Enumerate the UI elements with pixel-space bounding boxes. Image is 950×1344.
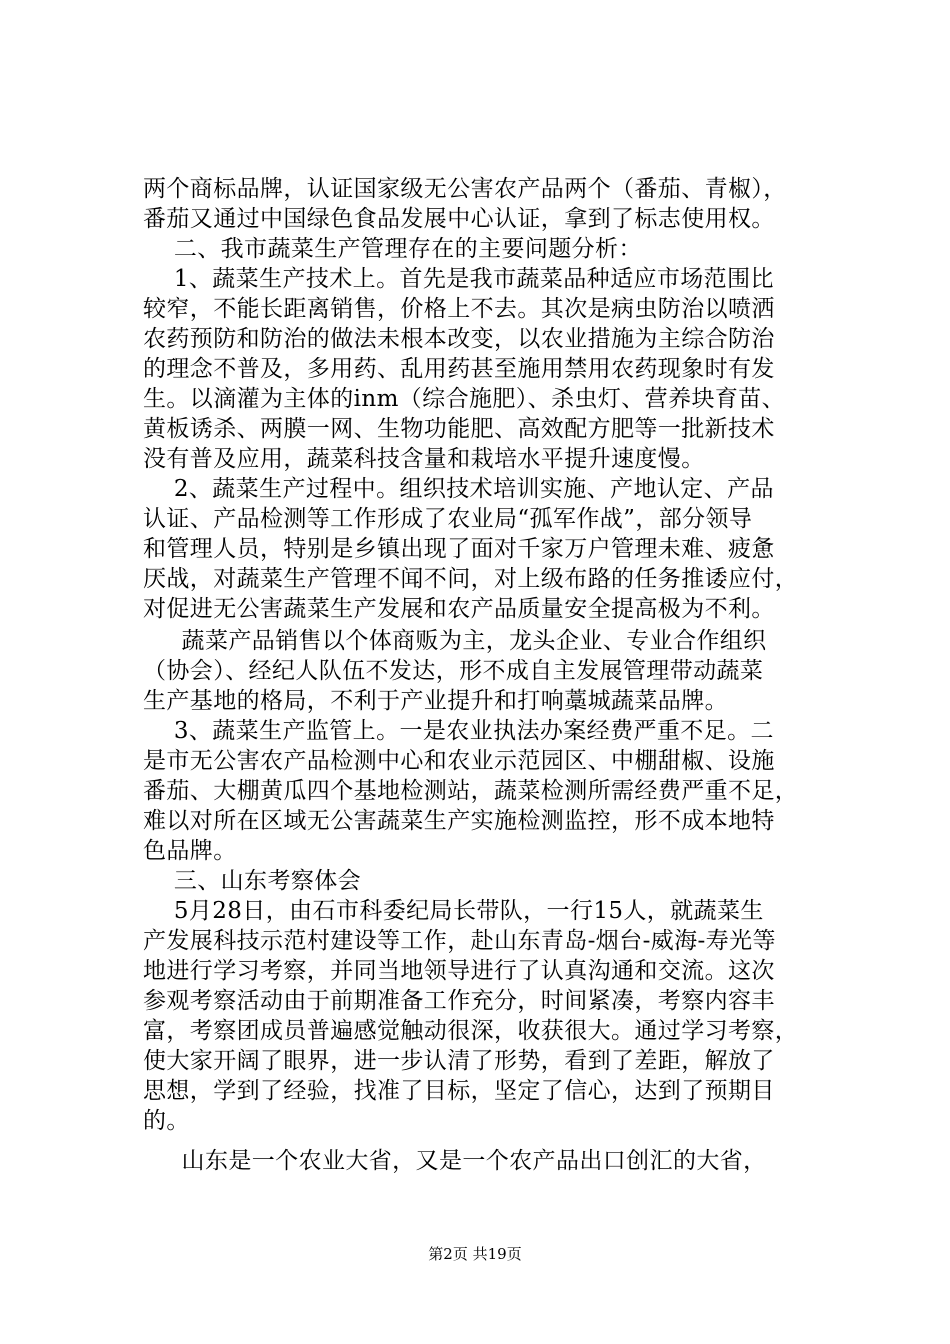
text-line: 的理念不普及，多用药、乱用药甚至施用禁用农药现象时有发 [143, 356, 775, 382]
text-line: 使大家开阔了眼界，进一步认清了形势，看到了差距，解放了 [143, 1048, 775, 1074]
text-line: 参观考察活动由于前期准备工作充分，时间紧凑，考察内容丰 [143, 988, 775, 1014]
text-line: （协会）、经纪人队伍不发达，形不成自主发展管理带动蔬菜 [143, 658, 764, 684]
text-line: 富，考察团成员普遍感觉触动很深，收获很大。通过学习考察， [143, 1018, 799, 1044]
text-line: 生产基地的格局，不利于产业提升和打响藁城蔬菜品牌。 [143, 688, 728, 714]
text-line: 番茄、大棚黄瓜四个基地检测站，蔬菜检测所需经费严重不足， [143, 778, 799, 804]
text-line: 是市无公害农产品检测中心和农业示范园区、中棚甜椒、设施 [143, 748, 775, 774]
text-line: 农药预防和防治的做法未根本改变，以农业措施为主综合防治 [143, 326, 775, 352]
text-line: 厌战，对蔬菜生产管理不闻不问，对上级布路的任务推诿应付， [143, 566, 799, 592]
text-line: 没有普及应用，蔬菜科技含量和栽培水平提升速度慢。 [143, 446, 705, 472]
text-line: 2、蔬菜生产过程中。组织技术培训实施、产地认定、产品 [143, 476, 774, 502]
text-line: 黄板诱杀、两膜一网、生物功能肥、高效配方肥等一批新技术 [143, 416, 775, 442]
text-line: 番茄又通过中国绿色食品发展中心认证，拿到了标志使用权。 [143, 206, 775, 232]
page-number: 第2页 共19页 [428, 1245, 522, 1263]
text-line: 5月28日，由石市科委纪局长带队，一行15人，就蔬菜生 [143, 898, 764, 924]
text-line: 认证、产品检测等工作形成了农业局“孤军作战”，部分领导 [143, 506, 753, 532]
text-line: 产发展科技示范村建设等工作，赴山东青岛-烟台-威海-寿光等 [143, 928, 776, 954]
text-line: 山东是一个农业大省，又是一个农产品出口创汇的大省， [143, 1148, 767, 1174]
text-line: 地进行学习考察，并同当地领导进行了认真沟通和交流。这次 [143, 958, 775, 984]
text-line: 蔬菜产品销售以个体商贩为主，龙头企业、专业合作组织 [143, 628, 767, 654]
text-line: 难以对所在区域无公害蔬菜生产实施检测监控，形不成本地特 [143, 808, 775, 834]
text-line: 和管理人员，特别是乡镇出现了面对千家万户管理未难、疲惫 [143, 536, 775, 562]
text-line: 思想，学到了经验，找准了目标，坚定了信心，达到了预期目 [143, 1078, 775, 1104]
text-line: 3、蔬菜生产监管上。一是农业执法办案经费严重不足。二 [143, 718, 774, 744]
text-line: 的。 [143, 1108, 190, 1134]
section-heading: 三、山东考察体会 [143, 868, 362, 894]
text-line: 两个商标品牌，认证国家级无公害农产品两个（番茄、青椒）， [143, 176, 787, 202]
text-line: 较窄，不能长距离销售，价格上不去。其次是病虫防治以喷洒 [143, 296, 775, 322]
text-line: 1、蔬菜生产技术上。首先是我市蔬菜品种适应市场范围比 [143, 266, 774, 292]
text-line: 对促进无公害蔬菜生产发展和农产品质量安全提高极为不利。 [143, 596, 775, 622]
body-text [143, 174, 843, 1176]
section-heading: 二、我市蔬菜生产管理存在的主要问题分析： [143, 236, 642, 262]
text-line: 生。以滴灌为主体的inm（综合施肥）、杀虫灯、营养块育苗、 [143, 386, 786, 412]
text-line: 色品牌。 [143, 838, 237, 864]
